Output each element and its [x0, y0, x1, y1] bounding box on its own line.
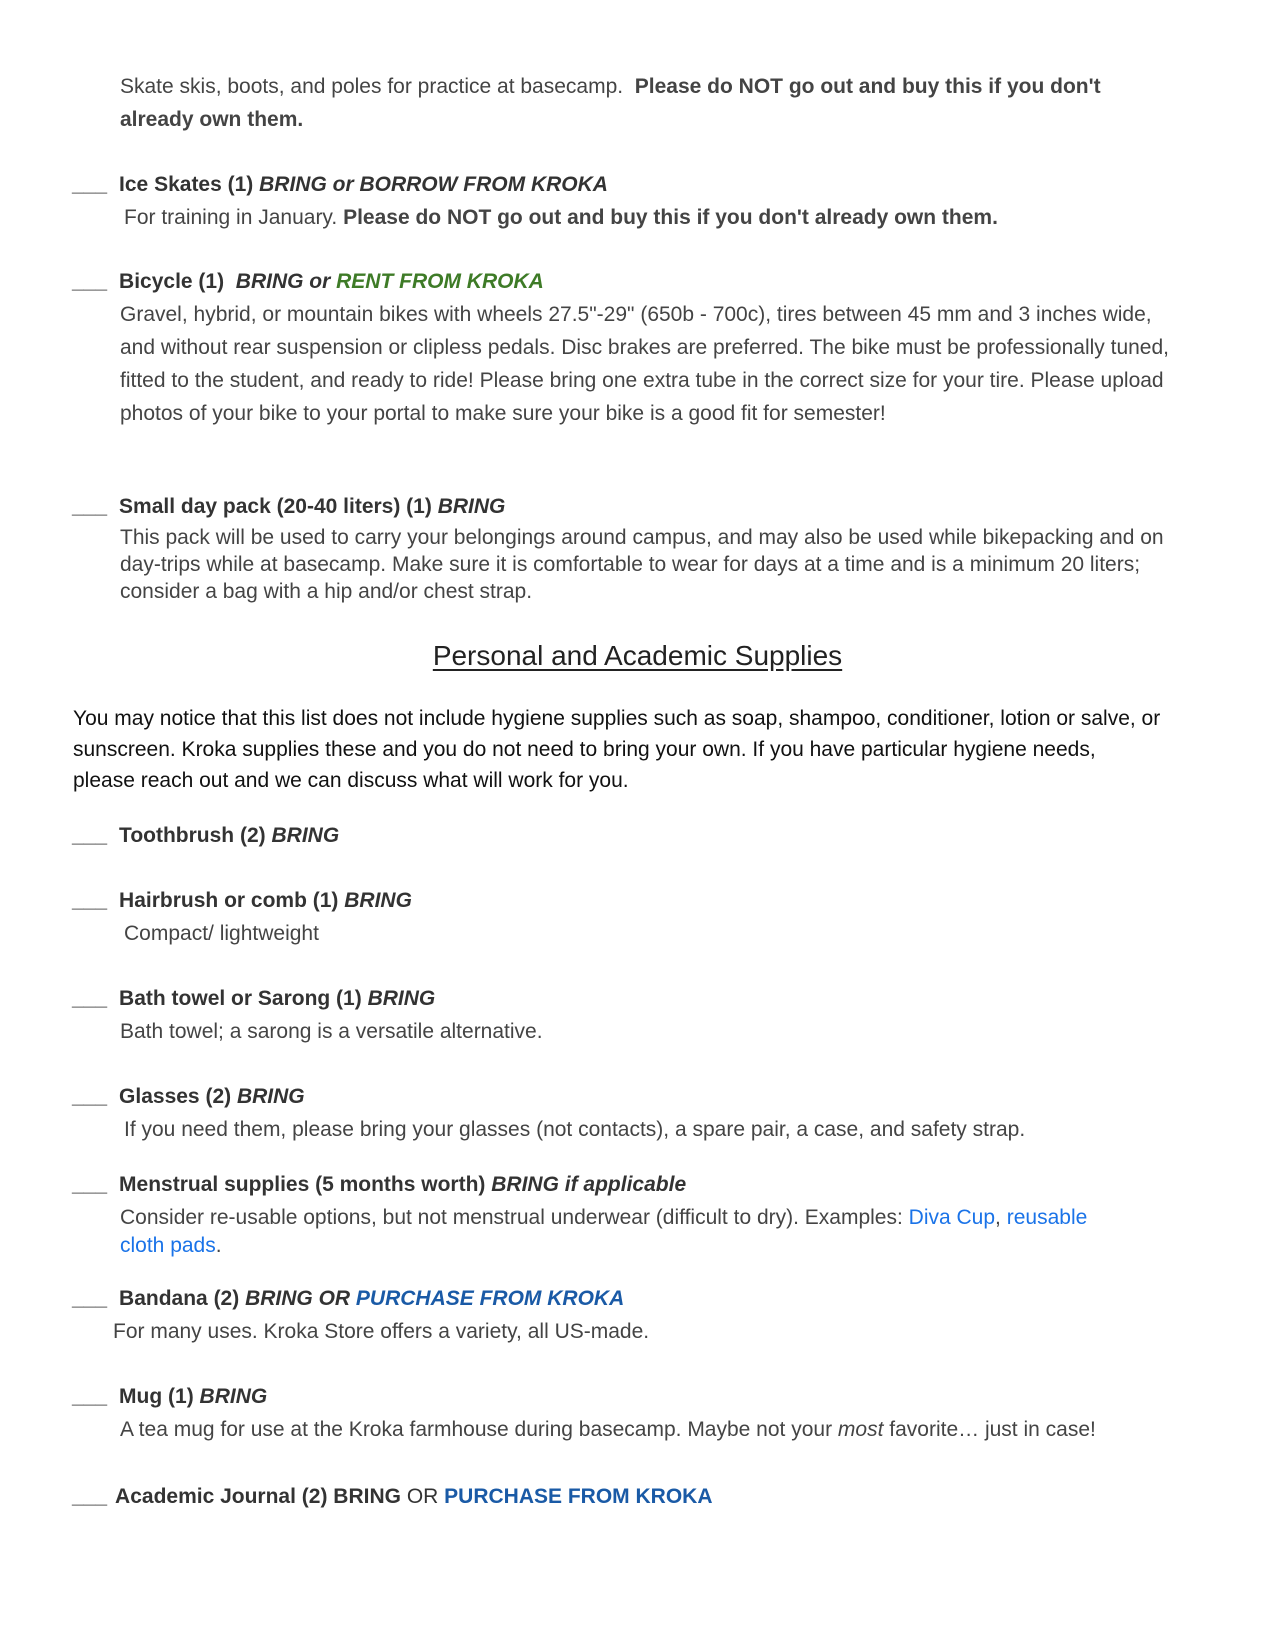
reusable-cloth-pads-link[interactable]: reusable [1006, 1206, 1088, 1229]
item-academic-journal: ___ Academic Journal (2) BRING OR PURCHASE FROM KROKA [72, 1482, 713, 1512]
item-menstrual-supplies: ___ Menstrual supplies (5 months worth) BRING if applicable [72, 1170, 686, 1200]
section-intro: You may notice that this list does not include hygiene supplies such as soap, shampoo, conditioner, lotion or salve, or sunscreen. Kroka supplies these and you do not need to bring your own. If you have particular hygiene needs, please reach out and we can discuss what will work for you. [73, 707, 1161, 792]
hairbrush-description: Compact/ lightweight [124, 922, 319, 945]
ice-skates-note: Please do NOT go out and buy this if you don't already own them. [343, 206, 998, 229]
skate-skis-note: Please do NOT go out and buy this if you don't already own them. [120, 75, 1101, 131]
menstrual-description-line2: cloth pads. [120, 1234, 222, 1257]
checkbox-blank[interactable]: ___ [72, 173, 108, 196]
item-ice-skates: ___ Ice Skates (1) BRING or BORROW FROM KROKA [72, 170, 608, 200]
checkbox-blank[interactable]: ___ [72, 987, 108, 1010]
item-towel: ___ Bath towel or Sarong (1) BRING [72, 984, 435, 1014]
item-bicycle: ___ Bicycle (1) BRING or RENT FROM KROKA [72, 267, 544, 297]
item-glasses: ___ Glasses (2) BRING [72, 1082, 305, 1112]
item-mug: ___ Mug (1) BRING [72, 1382, 267, 1412]
rent-from-kroka-label: RENT FROM KROKA [336, 270, 544, 293]
purchase-from-kroka-label: PURCHASE FROM KROKA [355, 1287, 625, 1310]
checkbox-blank[interactable]: ___ [72, 889, 108, 912]
glasses-description: If you need them, please bring your glasses (not contacts), a spare pair, a case, and safety strap. [124, 1118, 1026, 1141]
checkbox-blank[interactable]: ___ [72, 1287, 108, 1310]
checkbox-blank[interactable]: ___ [72, 1385, 108, 1408]
checkbox-blank[interactable]: ___ [72, 824, 108, 847]
diva-cup-link[interactable]: Diva Cup [908, 1206, 996, 1229]
checkbox-blank[interactable]: ___ [72, 1173, 108, 1196]
item-toothbrush: ___ Toothbrush (2) BRING [72, 821, 339, 851]
day-pack-description: This pack will be used to carry your belongings around campus, and may also be used while bikepacking and on day-trips while at basecamp. Make sure it is comfortable to wear for days at a time and is a minimum 20 liters; consider a bag with a hip and/or chest strap. [120, 526, 1164, 603]
item-hairbrush: ___ Hairbrush or comb (1) BRING [72, 886, 412, 916]
checkbox-blank[interactable]: ___ [72, 495, 108, 518]
checkbox-blank[interactable]: ___ [72, 270, 108, 293]
ice-skates-description: For training in January. Please do NOT go out and buy this if you don't already own them. [124, 206, 998, 229]
skate-skis-description: Skate skis, boots, and poles for practice at basecamp. Please do NOT go out and buy this if you don't already own them. [120, 75, 1101, 131]
bandana-description: For many uses. Kroka Store offers a variety, all US-made. [113, 1320, 650, 1343]
towel-description: Bath towel; a sarong is a versatile alternative. [120, 1020, 543, 1043]
checkbox-blank[interactable]: ___ [72, 1485, 108, 1508]
section-title: Personal and Academic Supplies [432, 640, 843, 671]
checkbox-blank[interactable]: ___ [72, 1085, 108, 1108]
menstrual-description-line1: Consider re-usable options, but not menstrual underwear (difficult to dry). Examples: Diva Cup, reusable [120, 1206, 1088, 1229]
item-day-pack: ___ Small day pack (20-40 liters) (1) BRING [72, 492, 505, 522]
journal-purchase-label: PURCHASE FROM KROKA [444, 1485, 713, 1508]
reusable-cloth-pads-link-cont[interactable]: cloth pads [120, 1234, 216, 1257]
bicycle-description: Gravel, hybrid, or mountain bikes with wheels 27.5"-29" (650b - 700c), tires between 45 mm and 3 inches wide, and without rear suspension or clipless pedals. Disc brakes are preferred. The bike must be professionally tuned, fitted to the student, and ready to ride! Please bring one extra tube in the correct size for your tire. Please upload photos of your bike to your portal to make sure your bike is a good fit for semester! [120, 303, 1169, 425]
mug-description: A tea mug for use at the Kroka farmhouse during basecamp. Maybe not your most favorite… just in case! [120, 1418, 1096, 1441]
item-bandana: ___ Bandana (2) BRING OR PURCHASE FROM KROKA [72, 1284, 624, 1314]
